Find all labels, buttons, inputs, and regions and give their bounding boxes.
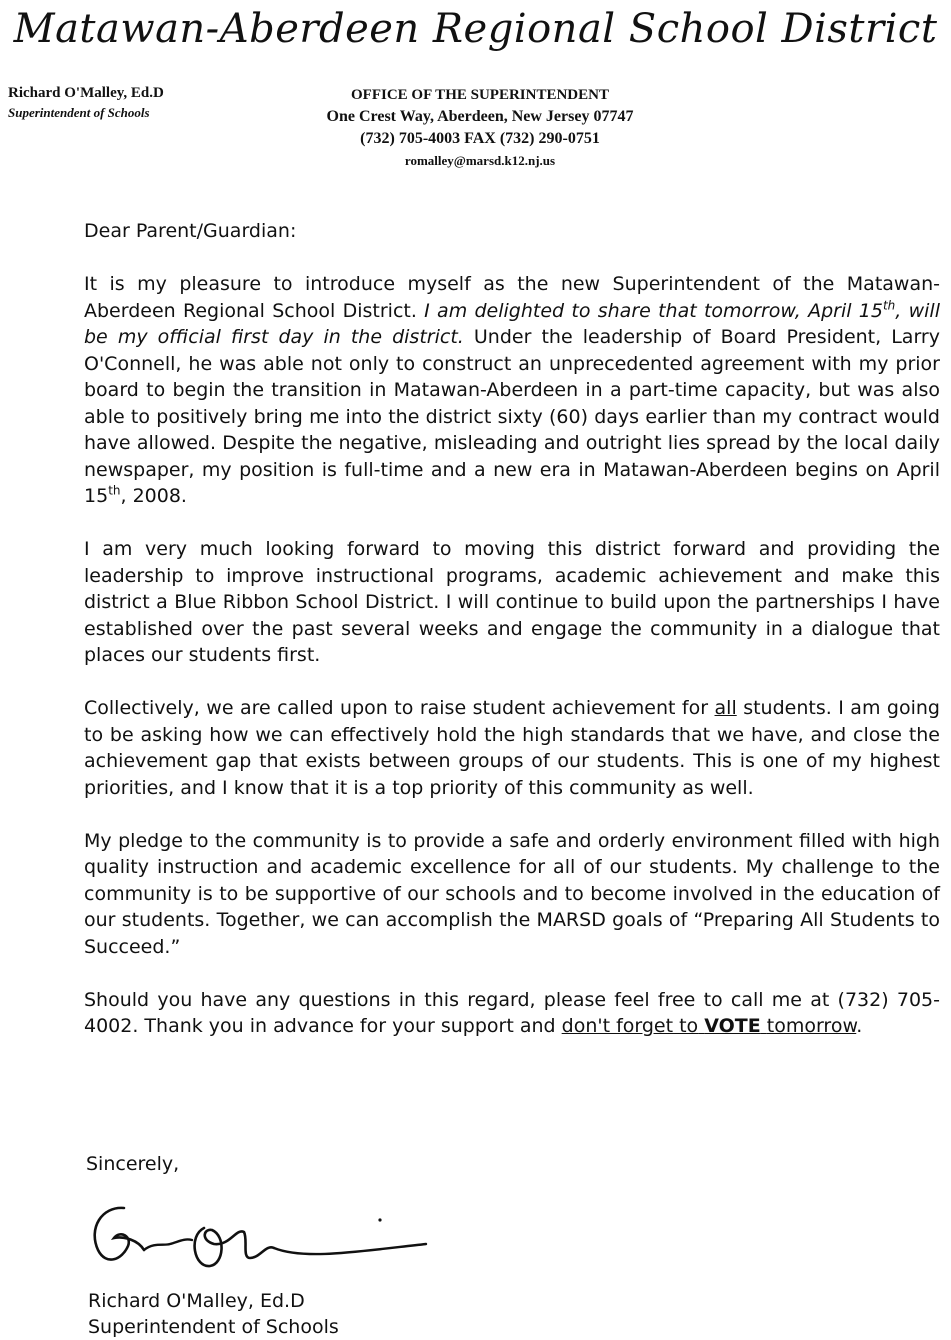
letterhead-district-name: Matawan-Aberdeen Regional School District [13, 6, 938, 52]
letter-greeting: Dear Parent/Guardian: [84, 220, 297, 242]
paragraph-introduction [84, 271, 940, 510]
intro-italic-b: , will be my official first day in the district. [84, 299, 940, 348]
intro-sup-a: th [882, 298, 896, 313]
achievement-underlined: all [714, 697, 737, 719]
office-email: romalley@marsd.k12.nj.us [404, 153, 556, 168]
sender-title: Superintendent of Schools [8, 105, 150, 120]
intro-text-a: It is my pleasure to introduce myself as the new Superintendent of the Matawan-Aberdeen Regional School District. [84, 273, 940, 322]
achievement-text-b: students. I am going to be asking how we can effectively hold the high standards that we have, and close the achievement gap that exists between groups of our students. This is one of my highest priorities, and I know that it is a top priority of this community as well. [84, 697, 940, 799]
letter-closing: Sincerely, [86, 1153, 180, 1175]
contact-vote: VOTE [704, 1015, 761, 1037]
intro-italic-a: I am delighted to share that tomorrow, April 15 [424, 299, 883, 322]
letter-body [84, 218, 940, 1066]
signer-block [88, 1288, 339, 1340]
signature-image [84, 1188, 444, 1278]
signer-title: Superintendent of Schools [88, 1316, 339, 1338]
contact-underlined: don't forget to [561, 1015, 699, 1037]
intro-sup-b: th [108, 483, 121, 498]
paragraph-achievement [84, 695, 940, 801]
paragraph-contact [84, 987, 940, 1040]
intro-text-c: , 2008. [120, 485, 187, 507]
office-phone-fax: (732) 705-4003 FAX (732) 290-0751 [360, 130, 600, 147]
intro-text-b: Under the leadership of Board President, Larry O'Connell, he was able not only to construct an unprecedented agreement with my prior board to begin the transition in Matawan-Aberdeen in a part-time capacity, but was also able to positively bring me into the district sixty (60) days earlier than my contract would have allowed. Despite the negative, misleading and outright lies spread by the local daily newspaper, my position is full-time and a new era in Matawan-Aberdeen begins on April 15 [84, 326, 940, 507]
achievement-text-a: Collectively, we are called upon to raise student achievement for [84, 697, 715, 719]
office-block [220, 84, 740, 172]
paragraph-goals: I am very much looking forward to moving this district forward and providing the leadership to improve instructional programs, academic achievement and make this district a Blue Ribbon School District. I will continue to build upon the partnerships I have established over the past several weeks and engage the community in a dialogue that places our students first. [84, 538, 940, 666]
sender-name: Richard O'Malley, Ed.D [8, 85, 164, 101]
paragraph-pledge: My pledge to the community is to provide a safe and orderly environment filled with high quality instruction and academic excellence for all of our students. My challenge to the community is to be supportive of our schools and to become involved in the education of our students. Together, we can accomplish the MARSD goals of “Preparing All Students to Succeed.” [84, 829, 940, 958]
contact-tomorrow: tomorrow [766, 1015, 857, 1037]
signer-name: Richard O'Malley, Ed.D [88, 1290, 305, 1312]
sender-block [8, 84, 164, 122]
office-title: OFFICE OF THE SUPERINTENDENT [351, 87, 609, 103]
office-address: One Crest Way, Aberdeen, New Jersey 07747 [326, 108, 634, 125]
contact-end: . [856, 1015, 863, 1037]
contact-text: Should you have any questions in this regard, please feel free to call me at (732) 705-4002. Thank you in advance for your support and [84, 988, 940, 1037]
